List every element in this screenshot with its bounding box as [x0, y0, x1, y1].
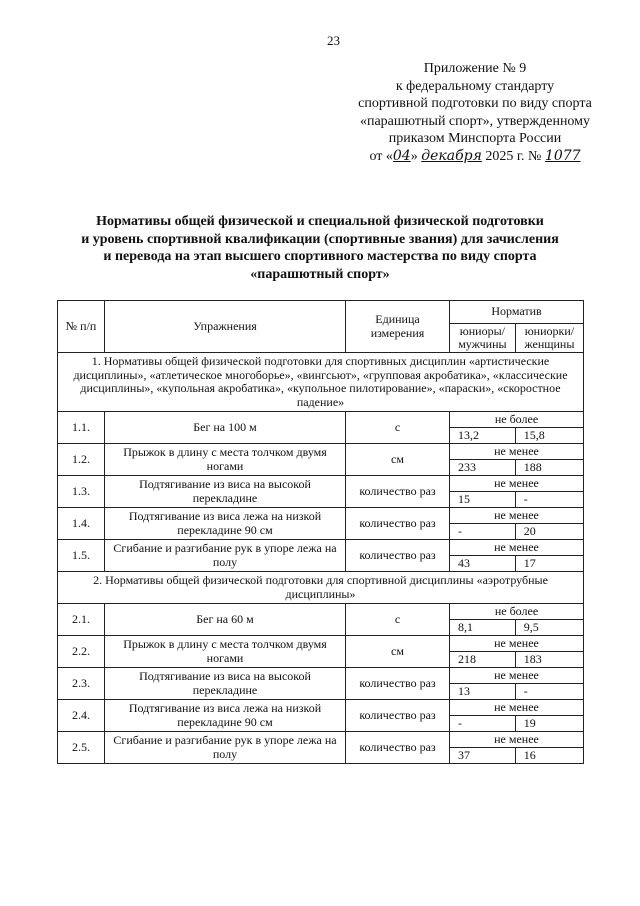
- row-number: 2.5.: [58, 732, 105, 764]
- exercise-name: Подтягивание из виса лежа на низкой перекладине 90 см: [105, 508, 346, 540]
- row-number: 1.3.: [58, 476, 105, 508]
- value-men: 13,2: [450, 428, 516, 444]
- table-row: [58, 636, 584, 652]
- value-women: 16: [515, 748, 583, 764]
- value-men: 233: [450, 460, 516, 476]
- norm-condition: не менее: [450, 508, 584, 524]
- exercise-name: Сгибание и разгибание рук в упоре лежа на полу: [105, 732, 346, 764]
- value-men: 13: [450, 684, 516, 700]
- section-row: [58, 572, 584, 604]
- row-number: 2.3.: [58, 668, 105, 700]
- table-row: [58, 540, 584, 556]
- row-number: 2.4.: [58, 700, 105, 732]
- header-num: № п/п: [58, 301, 105, 353]
- value-men: 43: [450, 556, 516, 572]
- value-women: 17: [515, 556, 583, 572]
- appendix-line: спортивной подготовки по виду спорта: [358, 96, 592, 111]
- value-men: -: [450, 524, 516, 540]
- header-women: юниорки/ женщины: [515, 324, 583, 353]
- unit: см: [346, 444, 450, 476]
- value-men: 15: [450, 492, 516, 508]
- exercise-name: Подтягивание из виса на высокой перекладине: [105, 476, 346, 508]
- norm-condition: не более: [450, 412, 584, 428]
- unit: с: [346, 412, 450, 444]
- exercise-name: Сгибание и разгибание рук в упоре лежа на полу: [105, 540, 346, 572]
- header-exercise: Упражнения: [105, 301, 346, 353]
- exercise-name: Подтягивание из виса на высокой перекладине: [105, 668, 346, 700]
- appendix-line: «парашютный спорт», утвержденному: [359, 113, 591, 129]
- page-number: 23: [327, 33, 340, 48]
- table-row: [58, 668, 584, 684]
- title-line: и уровень спортивной квалификации (спортивные звания) для зачисления: [81, 231, 559, 247]
- value-men: 8,1: [450, 620, 516, 636]
- norms-table: [57, 300, 584, 764]
- unit: количество раз: [346, 700, 450, 732]
- value-women: 20: [515, 524, 583, 540]
- value-men: 37: [450, 748, 516, 764]
- document-title: [60, 213, 580, 283]
- norm-condition: не менее: [450, 636, 584, 652]
- row-number: 1.5.: [58, 540, 105, 572]
- norm-condition: не менее: [450, 700, 584, 716]
- unit: количество раз: [346, 668, 450, 700]
- norm-condition: не более: [450, 604, 584, 620]
- exercise-name: Подтягивание из виса лежа на низкой перекладине 90 см: [105, 700, 346, 732]
- value-women: 15,8: [515, 428, 583, 444]
- section-title: 1. Нормативы общей физической подготовки для спортивных дисциплин «артистические дисциплины», «атлетическое многоборье», «вингсьют», «групповая акробатика», «классические дисциплины», «купольная акробатика», «купольное пилотирование», «параски», «скоростное падение»: [58, 353, 584, 412]
- handwritten-order-number: 1077: [544, 147, 581, 164]
- table-row: [58, 732, 584, 748]
- value-men: -: [450, 716, 516, 732]
- unit: с: [346, 604, 450, 636]
- unit: количество раз: [346, 476, 450, 508]
- appendix-line: приказом Минспорта России: [388, 131, 562, 146]
- table-row: [58, 412, 584, 428]
- unit: количество раз: [346, 732, 450, 764]
- norm-condition: не менее: [450, 732, 584, 748]
- exercise-name: Прыжок в длину с места толчком двумя ногами: [105, 444, 346, 476]
- value-women: 19: [515, 716, 583, 732]
- section-row: [58, 353, 584, 412]
- table-row: [58, 700, 584, 716]
- appendix-block: [340, 60, 610, 165]
- value-women: 188: [515, 460, 583, 476]
- exercise-name: Прыжок в длину с места толчком двумя ногами: [105, 636, 346, 668]
- handwritten-month: декабря: [421, 147, 482, 164]
- norm-condition: не менее: [450, 444, 584, 460]
- unit: количество раз: [346, 508, 450, 540]
- norm-condition: не менее: [450, 540, 584, 556]
- row-number: 1.1.: [58, 412, 105, 444]
- title-line: «парашютный спорт»: [250, 266, 390, 282]
- row-number: 2.1.: [58, 604, 105, 636]
- exercise-name: Бег на 100 м: [105, 412, 346, 444]
- row-number: 1.4.: [58, 508, 105, 540]
- table-row: [58, 604, 584, 620]
- exercise-name: Бег на 60 м: [105, 604, 346, 636]
- row-number: 2.2.: [58, 636, 105, 668]
- value-women: -: [515, 492, 583, 508]
- table-row: [58, 444, 584, 460]
- norm-condition: не менее: [450, 668, 584, 684]
- header-norm: Норматив: [450, 301, 584, 324]
- appendix-date-line: [340, 148, 610, 166]
- handwritten-day: 04: [392, 147, 411, 164]
- value-women: 9,5: [515, 620, 583, 636]
- value-men: 218: [450, 652, 516, 668]
- header-men: юниоры/ мужчины: [450, 324, 516, 353]
- date-mid: »: [410, 148, 418, 164]
- unit: см: [346, 636, 450, 668]
- title-line: и перевода на этап высшего спортивного мастерства по виду спорта: [103, 249, 537, 264]
- value-women: 183: [515, 652, 583, 668]
- date-prefix: от «: [369, 148, 393, 164]
- norm-condition: не менее: [450, 476, 584, 492]
- unit: количество раз: [346, 540, 450, 572]
- table-row: [58, 476, 584, 492]
- appendix-line: к федеральному стандарту: [395, 78, 555, 94]
- value-women: -: [515, 684, 583, 700]
- row-number: 1.2.: [58, 444, 105, 476]
- table-row: [58, 508, 584, 524]
- title-line: Нормативы общей физической и специальной физической подготовки: [96, 214, 544, 229]
- date-year: 2025 г. №: [485, 148, 542, 164]
- header-unit: Единица измерения: [346, 301, 450, 353]
- appendix-line: Приложение № 9: [423, 61, 527, 76]
- section-title: 2. Нормативы общей физической подготовки для спортивной дисциплины «аэротрубные дисциплины»: [58, 572, 584, 604]
